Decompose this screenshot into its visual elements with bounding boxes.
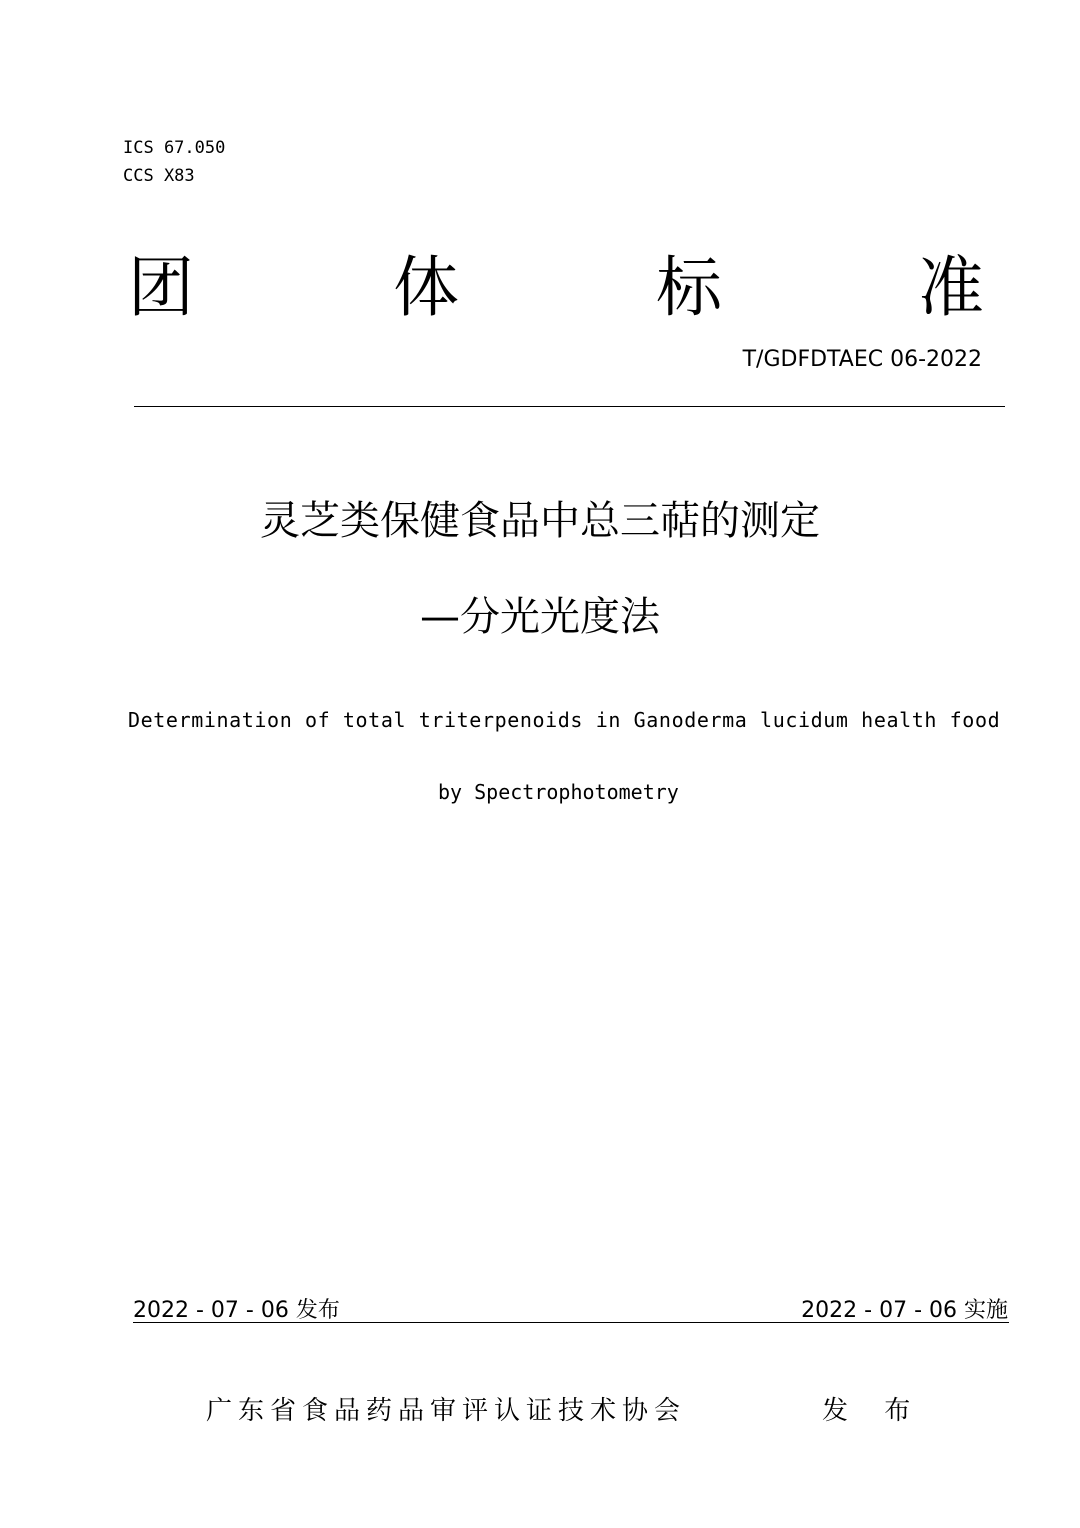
category-char-1: 团: [128, 249, 194, 326]
category-char-2: 体: [393, 249, 459, 326]
issuing-organization: 广东省食品药品审评认证技术协会: [206, 1396, 687, 1426]
ics-code: ICS 67.050: [123, 138, 226, 158]
implement-date: 2022 - 07 - 06 实施: [801, 1298, 1008, 1323]
standard-code: T/GDFDTAEC 06-2022: [742, 347, 982, 372]
category-char-4: 准: [918, 249, 984, 326]
category-char-3: 标: [656, 249, 722, 326]
publish-date: 2022 - 07 - 06 发布: [133, 1298, 340, 1323]
title-cn-line2: —分光光度法: [420, 594, 660, 640]
ccs-code: CCS X83: [123, 166, 195, 186]
title-en-line1: Determination of total triterpenoids in Ganoderma lucidum health food: [128, 708, 1001, 732]
top-divider: [134, 406, 1005, 407]
issue-label: 发 布: [822, 1396, 925, 1426]
title-en-line2: by Spectrophotometry: [438, 780, 679, 804]
title-cn-line1: 灵芝类保健食品中总三萜的测定: [260, 498, 820, 544]
bottom-divider: [133, 1322, 1009, 1323]
